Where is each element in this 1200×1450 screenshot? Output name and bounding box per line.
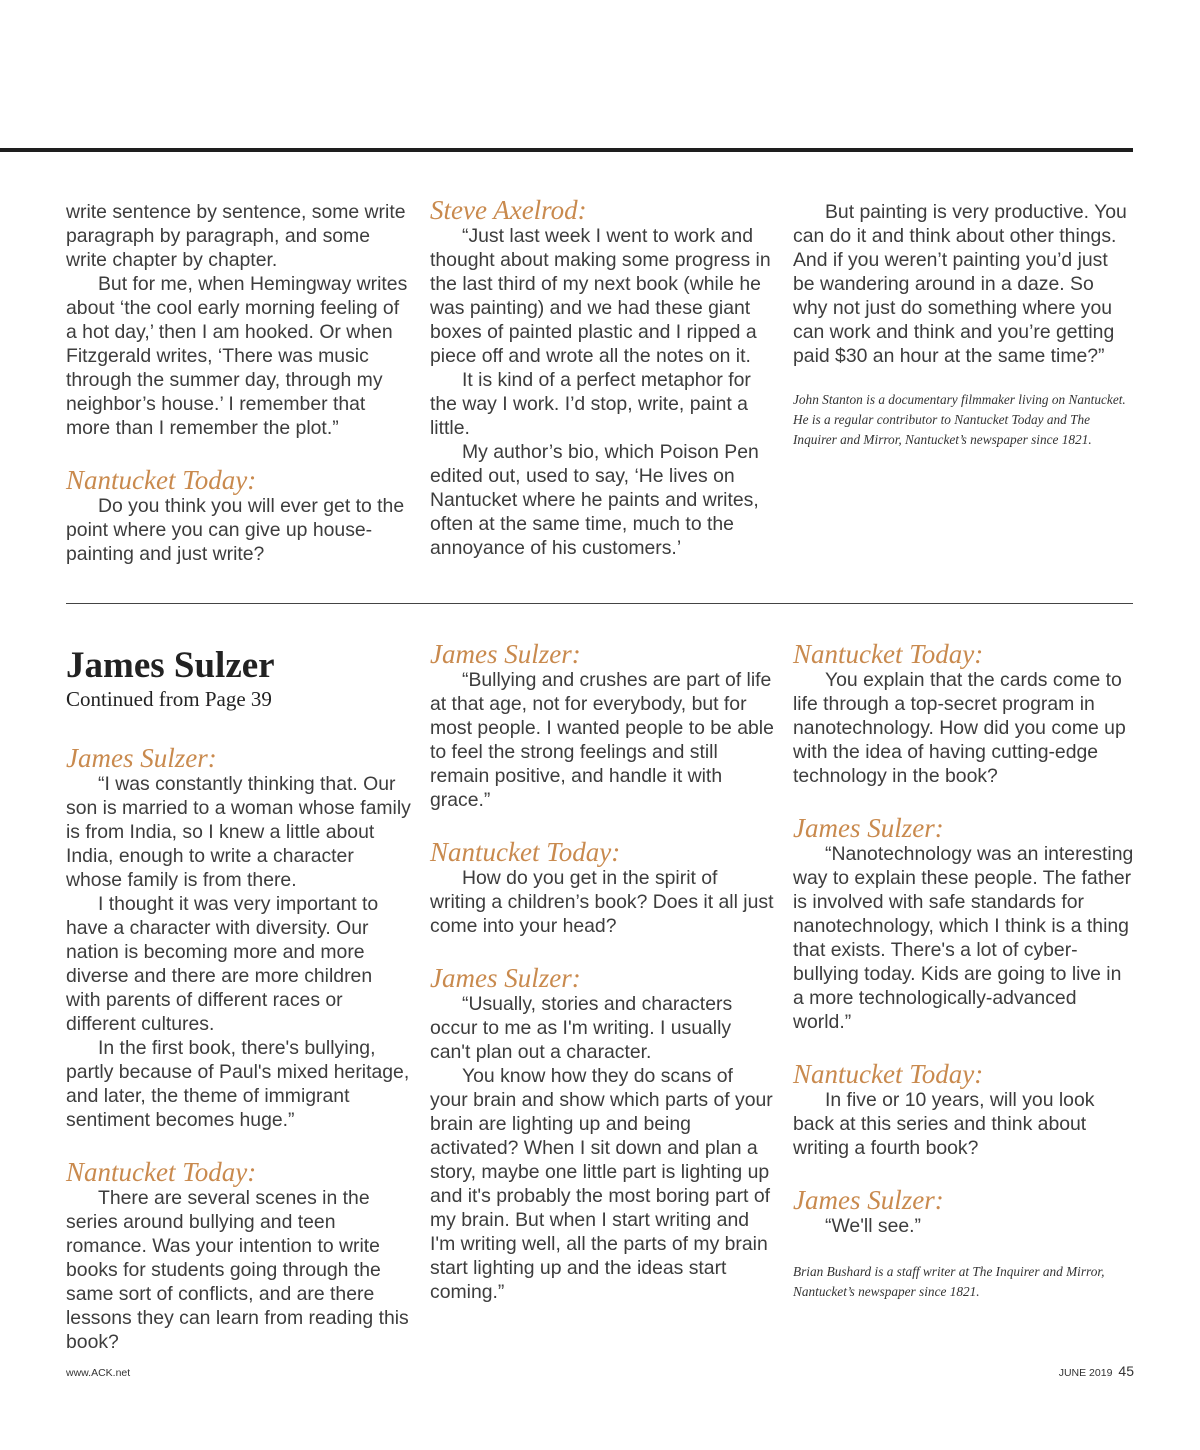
paragraph: You explain that the cards come to life through a top-secret program in nanotechnology. How did you come up with the idea of having cutting-edge technology in the book? <box>793 669 1126 787</box>
top-column-2 <box>430 196 775 560</box>
paragraph: But painting is very productive. You can do it and think about other things. And if you weren’t painting you’d just be wandering around in a daze. So why not just do something where you can work and think and you’re getting paid $30 an hour at the same time?” <box>793 201 1127 367</box>
paragraph: “Nanotechnology was an interesting way to explain these people. The father is involved with safe standards for nanotechnology, which I think is a thing that exists. There's a lot of cyber-bullying today. Kids are going to live in a more technologically-advanced world.” <box>793 843 1134 1033</box>
article-subtitle: Continued from Page 39 <box>66 687 272 711</box>
author-bio: Brian Bushard is a staff writer at The Inquirer and Mirror, Nantucket’s newspaper since 1821. <box>793 1264 1105 1299</box>
speaker-label: James Sulzer: <box>430 963 581 993</box>
speaker-label: James Sulzer: <box>793 1185 944 1215</box>
top-column-1 <box>66 200 411 566</box>
page-number: 45 <box>1118 1363 1134 1379</box>
speaker-label: Nantucket Today: <box>793 639 984 669</box>
section-divider <box>66 603 1133 604</box>
speaker-label: Nantucket Today: <box>430 837 621 867</box>
paragraph: “Usually, stories and characters occur to me as I'm writing. I usually can't plan out a character. <box>430 993 733 1063</box>
paragraph: “We'll see.” <box>825 1215 922 1237</box>
speaker-label: James Sulzer: <box>66 743 217 773</box>
speaker-label: James Sulzer: <box>793 813 944 843</box>
bottom-column-1 <box>66 646 411 1354</box>
page-footer <box>1059 1363 1134 1379</box>
paragraph: I thought it was very important to have a character with diversity. Our nation is becoming more and more diverse and there are more children with parents of different races or different cultures. <box>66 893 379 1035</box>
paragraph: But for me, when Hemingway writes about ‘the cool early morning feeling of a hot day,’ then I am hooked. Or when Fitzgerald writes, ‘There was music through the summer day, through my neighbor’s house.’ I remember that more than I remember the plot.” <box>66 273 408 439</box>
paragraph: You know how they do scans of your brain and show which parts of your brain are lighting up and being activated? When I sit down and plan a story, maybe one little part is lighting up and it's probably the most boring part of my brain. But when I start writing and I'm writing well, all the parts of my brain start lighting up and the ideas start coming.” <box>430 1065 773 1303</box>
paragraph: write sentence by sentence, some write paragraph by paragraph, and some write chapter by chapter. <box>66 201 406 271</box>
paragraph: It is kind of a perfect metaphor for the way I work. I’d stop, write, paint a little. <box>430 369 751 439</box>
paragraph: Do you think you will ever get to the point where you can give up house-painting and just write? <box>66 495 405 565</box>
paragraph: “I was constantly thinking that. Our son is married to a woman whose family is from India, so I knew a little about India, enough to write a character whose family is from there. <box>66 773 411 891</box>
top-column-3 <box>793 200 1133 450</box>
paragraph: How do you get in the spirit of writing a children’s book? Does it all just come into your head? <box>430 867 774 937</box>
issue-date: JUNE 2019 <box>1058 1367 1113 1379</box>
paragraph: In the first book, there's bullying, partly because of Paul's mixed heritage, and later, the theme of immigrant sentiment becomes huge.” <box>66 1037 410 1131</box>
speaker-label: Nantucket Today: <box>66 1157 257 1187</box>
author-bio: John Stanton is a documentary filmmaker living on Nantucket. He is a regular contributor to Nantucket Today and The Inquirer and Mirror, Nantucket’s newspaper since 1821. <box>793 392 1126 447</box>
speaker-label: James Sulzer: <box>430 639 581 669</box>
bottom-column-2 <box>430 640 775 1304</box>
paragraph: In five or 10 years, will you look back at this series and think about writing a fourth book? <box>793 1089 1095 1159</box>
bottom-column-3 <box>793 640 1135 1302</box>
article-title: James Sulzer <box>66 645 275 686</box>
paragraph: There are several scenes in the series around bullying and teen romance. Was your intention to write books for students going through the same sort of conflicts, and are there lessons they can learn from reading this book? <box>66 1187 409 1353</box>
website-link[interactable]: www.ACK.net <box>66 1367 131 1379</box>
paragraph: My author’s bio, which Poison Pen edited out, used to say, ‘He lives on Nantucket where he paints and writes, often at the same time, much to the annoyance of his customers.’ <box>430 441 759 559</box>
speaker-label: Nantucket Today: <box>66 465 257 495</box>
top-rule <box>0 148 1133 152</box>
paragraph: “Just last week I went to work and thought about making some progress in the last third of my next book (while he was painting) and we had these giant boxes of painted plastic and I ripped a piece off and wrote all the notes on it. <box>430 225 771 367</box>
speaker-label: Nantucket Today: <box>793 1059 984 1089</box>
paragraph: “Bullying and crushes are part of life at that age, not for everybody, but for most people. I wanted people to be able to feel the strong feelings and still remain positive, and handle it with grace.” <box>430 669 774 811</box>
speaker-label: Steve Axelrod: <box>430 195 587 225</box>
